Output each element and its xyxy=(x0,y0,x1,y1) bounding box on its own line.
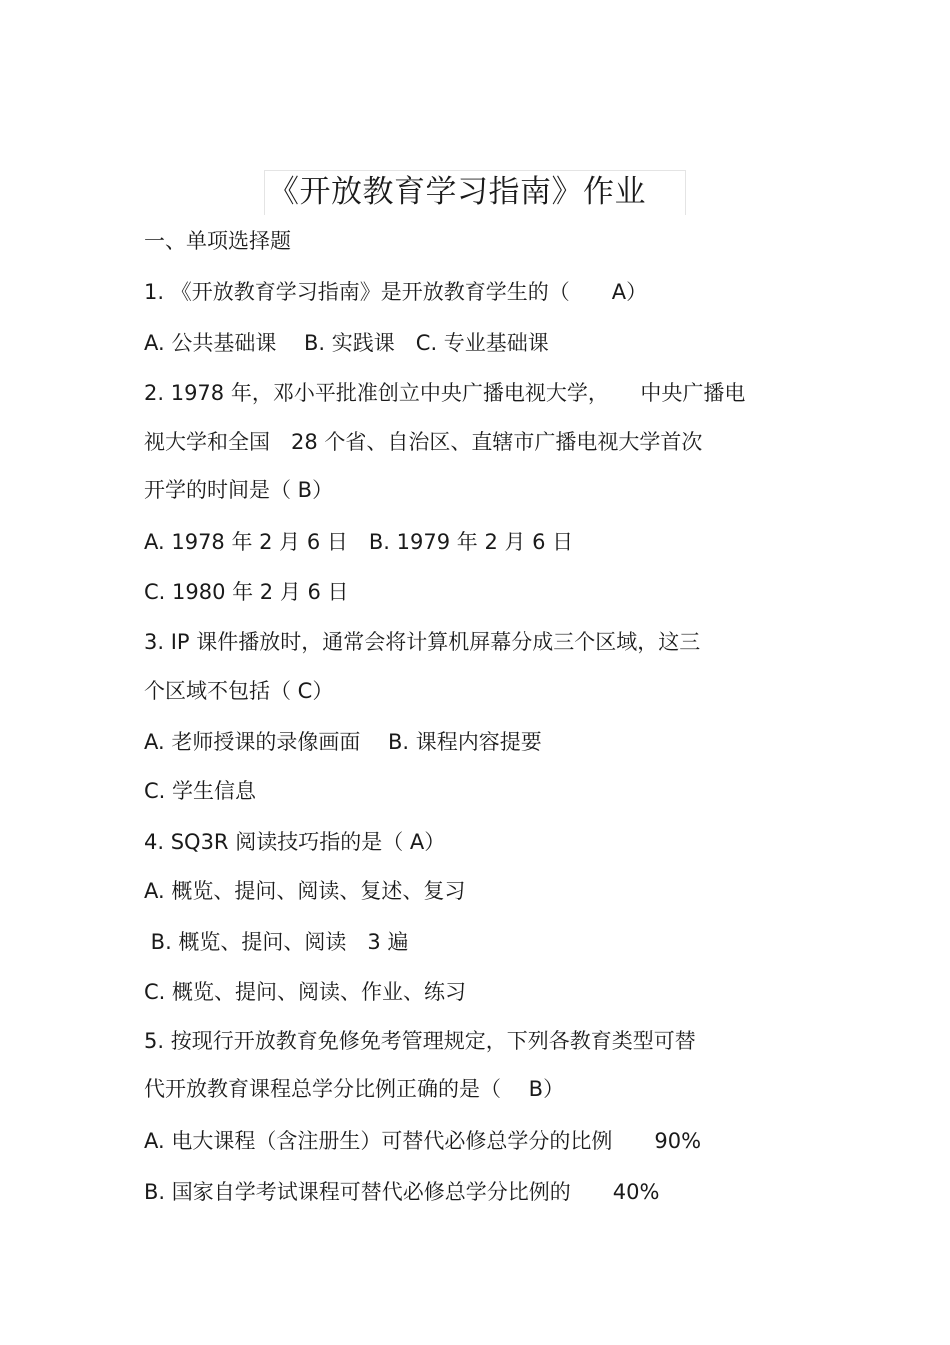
question-2-options-ab: A. 1978 年 2 月 6 日 B. 1979 年 2 月 6 日 xyxy=(144,530,574,554)
question-4-option-b: B. 概览、提问、阅读 3 遍 xyxy=(144,930,409,954)
question-2-line-2: 视大学和全国 28 个省、自治区、直辖市广播电视大学首次 xyxy=(144,430,703,454)
question-2-line-1: 2. 1978 年，邓小平批准创立中央广播电视大学， 中央广播电 xyxy=(144,381,746,405)
question-2-option-c: C. 1980 年 2 月 6 日 xyxy=(144,580,349,604)
question-2-line-3: 开学的时间是（ B） xyxy=(144,478,334,502)
question-1: 1. 《开放教育学习指南》是开放教育学生的（ A） xyxy=(144,280,648,304)
question-1-options: A. 公共基础课 B. 实践课 C. 专业基础课 xyxy=(144,331,549,355)
question-5-line-1: 5. 按现行开放教育免修免考管理规定，下列各教育类型可替 xyxy=(144,1029,696,1053)
question-4-option-a: A. 概览、提问、阅读、复述、复习 xyxy=(144,879,466,903)
question-3-line-1: 3. IP 课件播放时，通常会将计算机屏幕分成三个区域，这三 xyxy=(144,630,701,654)
question-3-options-ab: A. 老师授课的录像画面 B. 课程内容提要 xyxy=(144,730,542,754)
question-5-option-b: B. 国家自学考试课程可替代必修总学分比例的 40% xyxy=(144,1180,660,1204)
question-3-option-c: C. 学生信息 xyxy=(144,779,257,803)
question-4: 4. SQ3R 阅读技巧指的是（ A） xyxy=(144,830,446,854)
document-title: 《开放教育学习指南》作业 xyxy=(268,174,646,210)
question-5-line-2: 代开放教育课程总学分比例正确的是（ B） xyxy=(144,1077,565,1101)
section-heading: 一、单项选择题 xyxy=(144,229,291,253)
question-4-option-c: C. 概览、提问、阅读、作业、练习 xyxy=(144,980,467,1004)
question-5-option-a: A. 电大课程（含注册生）可替代必修总学分的比例 90% xyxy=(144,1129,702,1153)
question-3-line-2: 个区域不包括（ C） xyxy=(144,679,334,703)
